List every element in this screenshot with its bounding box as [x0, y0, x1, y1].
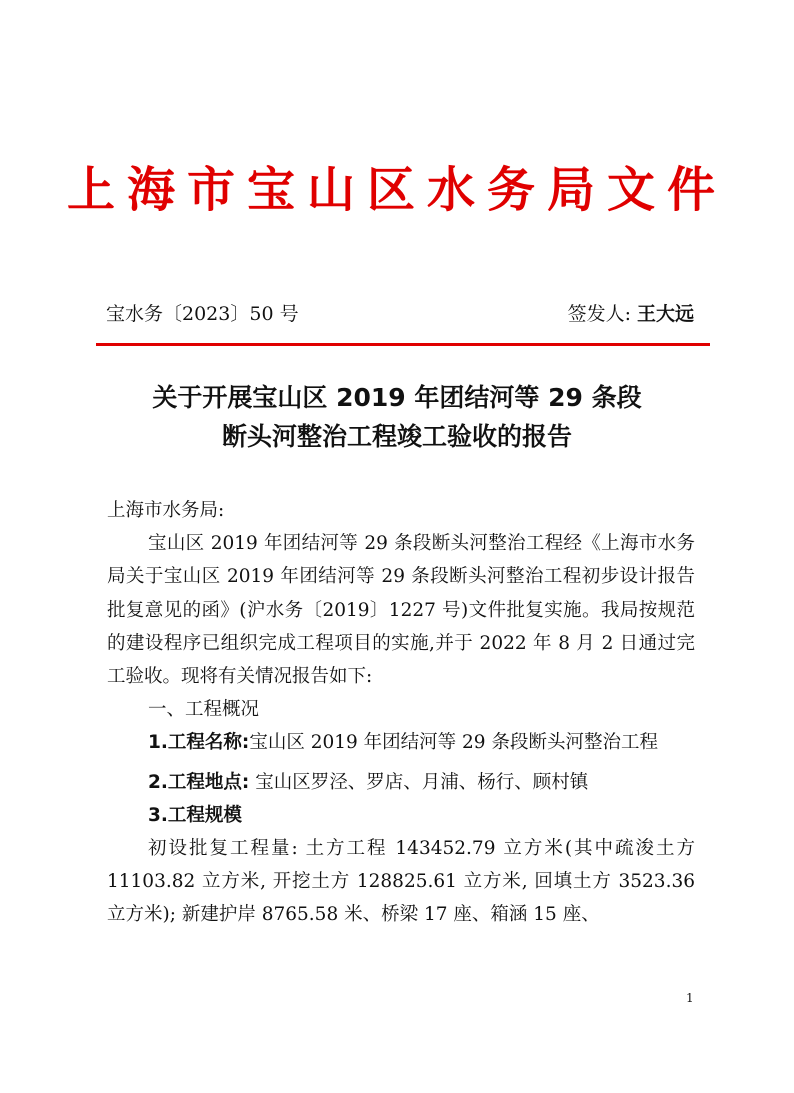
item-project-location-label: 2.工程地点:	[148, 771, 250, 793]
signer-label: 签发人:	[567, 303, 631, 325]
scale-paragraph: 初设批复工程量: 土方工程 143452.79 立方米(其中疏浚土方 11103.82 立方米, 开挖土方 128825.61 立方米, 回填土方 3523.36 立方米); 新建护岸 8765.58 米、桥梁 17 座、箱涵 15 座、	[107, 838, 695, 926]
salutation: 上海市水务局:	[107, 500, 225, 521]
item-project-scale-heading: 3.工程规模	[148, 804, 242, 826]
document-number: 宝水务〔2023〕50 号	[106, 303, 299, 325]
item-project-name-text: 宝山区 2019 年团结河等 29 条段断头河整治工程	[249, 732, 658, 754]
item-project-name	[107, 726, 695, 759]
item-project-name-label: 1.工程名称:	[148, 732, 250, 754]
section-heading-overview: 一、工程概况	[148, 699, 260, 721]
org-header-title: 上海市宝山区水务局文件	[66, 162, 727, 218]
page-number: 1	[686, 991, 694, 1005]
report-title-line-1: 关于开展宝山区 2019 年团结河等 29 条段	[152, 383, 642, 412]
intro-paragraph: 宝山区 2019 年团结河等 29 条段断头河整治工程经《上海市水务局关于宝山区 2019 年团结河等 29 条段断头河整治工程初步设计报告批复意见的函》(沪水务〔2019〕1227 号)文件批复实施。我局按规范的建设程序已组织完成工程项目的实施,并于 2022 年 8 月 2 日通过完工验收。现将有关情况报告如下:	[107, 533, 695, 688]
signer-block	[568, 300, 694, 328]
report-title-line-2: 断头河整治工程竣工验收的报告	[221, 422, 572, 451]
item-project-location	[107, 766, 695, 799]
red-divider-line	[96, 343, 710, 346]
signer-name: 王大远	[636, 303, 694, 325]
report-title	[100, 378, 694, 456]
report-body	[107, 494, 695, 932]
item-project-location-text: 宝山区罗泾、罗店、月浦、杨行、顾村镇	[249, 771, 589, 793]
